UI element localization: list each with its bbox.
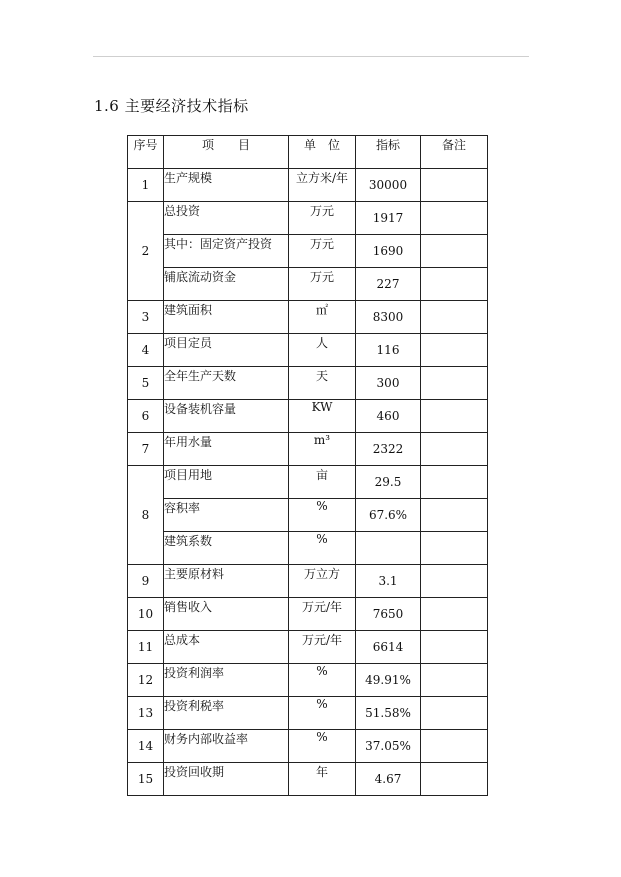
table-row (128, 631, 488, 664)
row-value: 8300 (356, 301, 421, 334)
row-value: 460 (356, 400, 421, 433)
table-row (128, 400, 488, 433)
row-item: 建筑系数 (164, 532, 289, 565)
row-note (421, 235, 488, 268)
row-number: 2 (128, 202, 164, 301)
row-item: 投资利税率 (164, 697, 289, 730)
row-value: 1917 (356, 202, 421, 235)
row-value: 30000 (356, 169, 421, 202)
row-note (421, 532, 488, 565)
row-item: 其中：固定资产投资 (164, 235, 289, 268)
row-value: 227 (356, 268, 421, 301)
indicators-table (127, 135, 488, 796)
row-unit: 天 (289, 367, 356, 400)
row-number: 10 (128, 598, 164, 631)
row-note (421, 202, 488, 235)
table-row (128, 763, 488, 796)
table-row (128, 433, 488, 466)
row-unit: 万元/年 (289, 631, 356, 664)
row-value (356, 532, 421, 565)
table-header-row (128, 136, 488, 169)
row-value: 300 (356, 367, 421, 400)
row-value: 37.05% (356, 730, 421, 763)
row-item: 铺底流动资金 (164, 268, 289, 301)
row-item: 生产规模 (164, 169, 289, 202)
row-number: 15 (128, 763, 164, 796)
section-title: 1.6 主要经济技术指标 (94, 97, 249, 115)
row-note (421, 433, 488, 466)
row-item: 总投资 (164, 202, 289, 235)
row-item: 财务内部收益率 (164, 730, 289, 763)
row-note (421, 268, 488, 301)
row-value: 49.91% (356, 664, 421, 697)
table-row (128, 664, 488, 697)
table-row (128, 169, 488, 202)
row-unit: 亩 (289, 466, 356, 499)
row-unit: % (289, 499, 356, 532)
table-row (128, 532, 488, 565)
row-item: 投资回收期 (164, 763, 289, 796)
row-number: 13 (128, 697, 164, 730)
row-value: 116 (356, 334, 421, 367)
row-number: 6 (128, 400, 164, 433)
table-row (128, 499, 488, 532)
row-number: 9 (128, 565, 164, 598)
header-item: 项 目 (164, 136, 289, 169)
row-note (421, 763, 488, 796)
row-note (421, 367, 488, 400)
row-item: 年用水量 (164, 433, 289, 466)
table-row (128, 235, 488, 268)
row-unit: KW (289, 400, 356, 433)
row-number: 4 (128, 334, 164, 367)
row-note (421, 598, 488, 631)
header-note: 备注 (421, 136, 488, 169)
row-item: 建筑面积 (164, 301, 289, 334)
row-unit: 立方米/年 (289, 169, 356, 202)
row-unit: ㎡ (289, 301, 356, 334)
row-number: 1 (128, 169, 164, 202)
row-unit: m³ (289, 433, 356, 466)
row-unit: 人 (289, 334, 356, 367)
row-value: 51.58% (356, 697, 421, 730)
row-note (421, 664, 488, 697)
row-number: 11 (128, 631, 164, 664)
row-note (421, 697, 488, 730)
row-number: 8 (128, 466, 164, 565)
row-note (421, 466, 488, 499)
row-unit: % (289, 697, 356, 730)
row-number: 5 (128, 367, 164, 400)
row-unit: % (289, 532, 356, 565)
row-note (421, 400, 488, 433)
header-rule (93, 56, 529, 57)
row-unit: % (289, 730, 356, 763)
row-note (421, 499, 488, 532)
row-item: 总成本 (164, 631, 289, 664)
row-item: 项目定员 (164, 334, 289, 367)
row-value: 1690 (356, 235, 421, 268)
row-value: 6614 (356, 631, 421, 664)
row-note (421, 301, 488, 334)
row-item: 销售收入 (164, 598, 289, 631)
table-row (128, 334, 488, 367)
table-row (128, 730, 488, 763)
row-note (421, 631, 488, 664)
row-note (421, 565, 488, 598)
row-number: 3 (128, 301, 164, 334)
header-value: 指标 (356, 136, 421, 169)
row-unit: 万立方 (289, 565, 356, 598)
row-unit: 万元 (289, 235, 356, 268)
table-row (128, 466, 488, 499)
row-unit: 万元 (289, 202, 356, 235)
row-value: 2322 (356, 433, 421, 466)
row-unit: 年 (289, 763, 356, 796)
row-item: 设备装机容量 (164, 400, 289, 433)
header-no: 序号 (128, 136, 164, 169)
table-row (128, 697, 488, 730)
row-item: 主要原材料 (164, 565, 289, 598)
row-number: 12 (128, 664, 164, 697)
table-row (128, 202, 488, 235)
row-number: 7 (128, 433, 164, 466)
table-row (128, 367, 488, 400)
row-note (421, 730, 488, 763)
row-note (421, 169, 488, 202)
table-row (128, 301, 488, 334)
row-item: 全年生产天数 (164, 367, 289, 400)
row-item: 项目用地 (164, 466, 289, 499)
row-unit: % (289, 664, 356, 697)
row-item: 投资利润率 (164, 664, 289, 697)
row-value: 4.67 (356, 763, 421, 796)
row-number: 14 (128, 730, 164, 763)
row-value: 29.5 (356, 466, 421, 499)
row-value: 3.1 (356, 565, 421, 598)
table-row (128, 598, 488, 631)
row-value: 67.6% (356, 499, 421, 532)
row-item: 容积率 (164, 499, 289, 532)
row-unit: 万元/年 (289, 598, 356, 631)
row-value: 7650 (356, 598, 421, 631)
table-row (128, 268, 488, 301)
row-unit: 万元 (289, 268, 356, 301)
header-unit: 单 位 (289, 136, 356, 169)
row-note (421, 334, 488, 367)
table-row (128, 565, 488, 598)
